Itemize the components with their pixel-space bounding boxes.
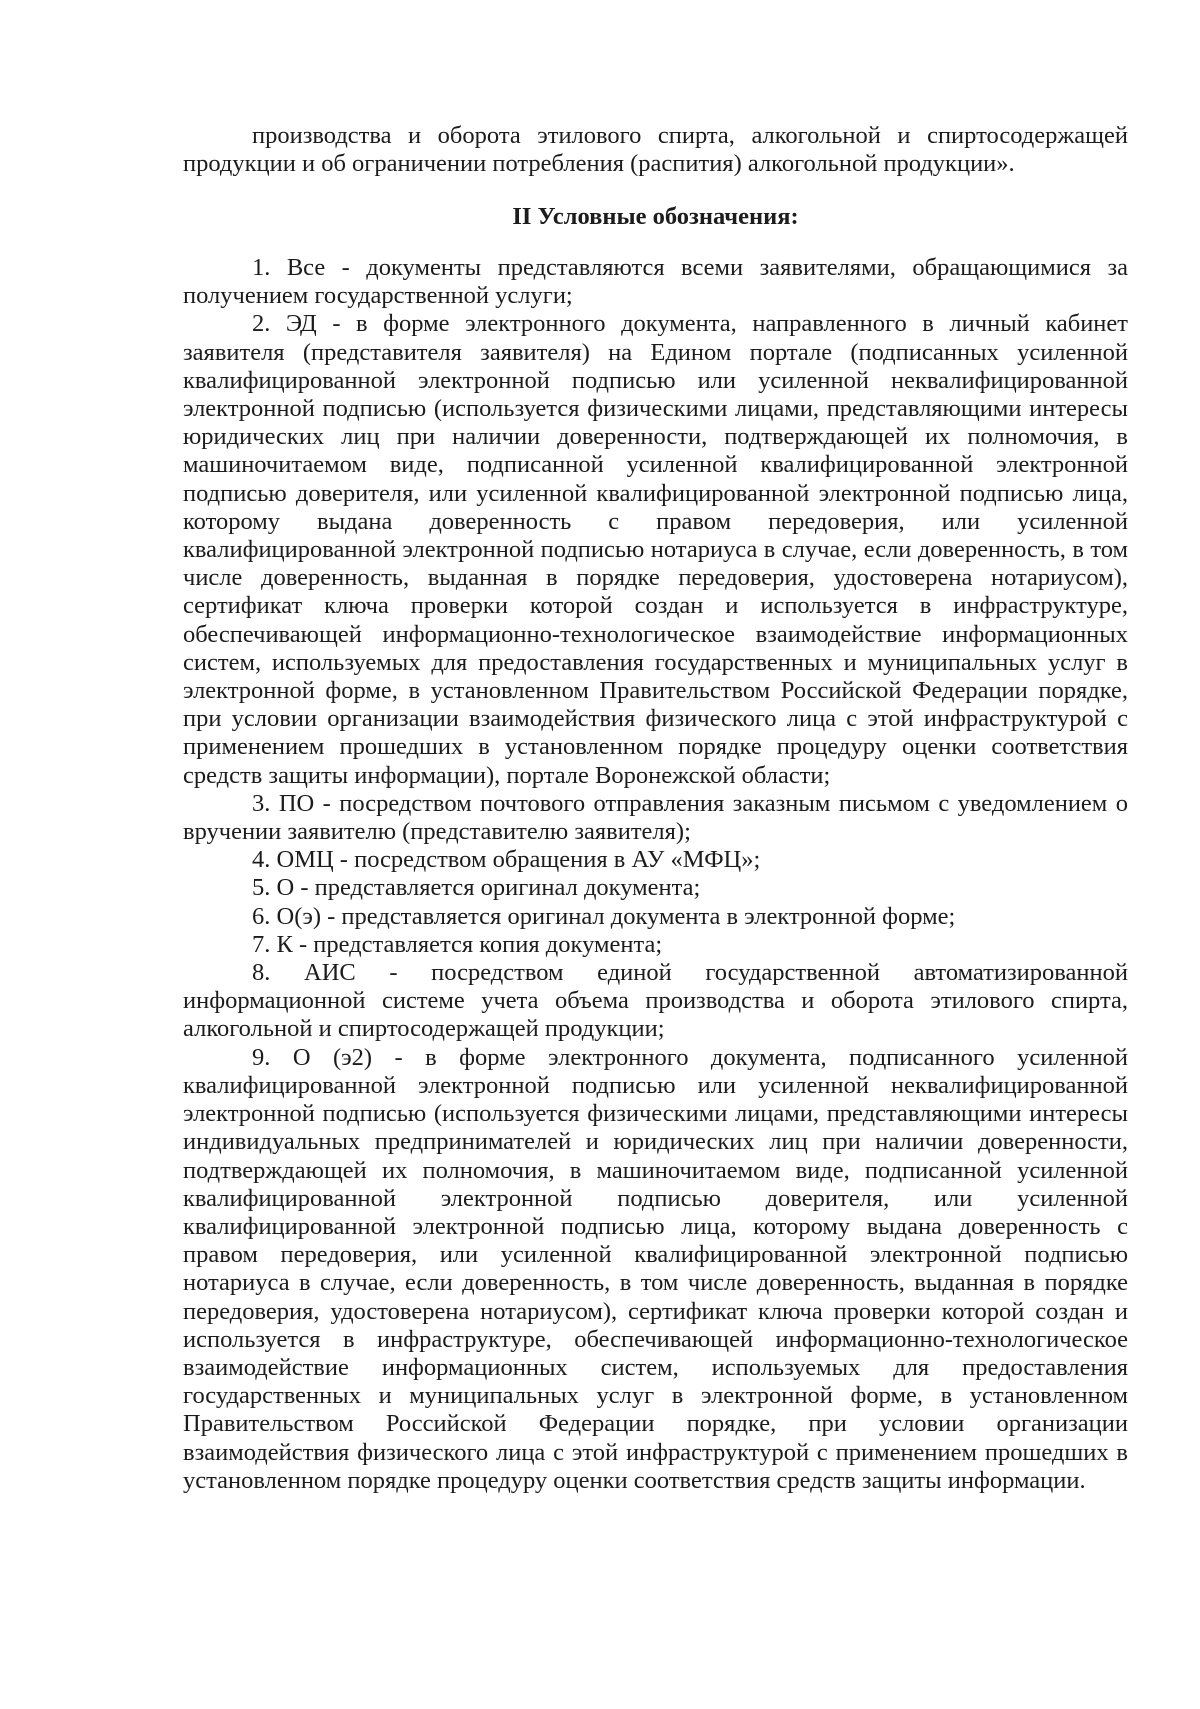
legend-item-9: 9. О (э2) - в форме электронного документа, подписанного усиленной квалифицированной электронной подписью или усиленной неквалифицированной электронной подписью (используется физическими лицами, представляющими интересы индивидуальных предпринимателей и юридических лиц при наличии доверенности, подтверждающей их полномочия, в машиночитаемом виде, подписанной усиленной квалифицированной электронной подписью доверителя, или усиленной квалифицированной электронной подписью лица, которому выдана доверенность с правом передоверия, или усиленной квалифицированной электронной подписью нотариуса в случае, если доверенность, в том числе доверенность, выданная в порядке передоверия, удостоверена нотариусом), сертификат ключа проверки которой создан и используется в инфраструктуре, обеспечивающей информационно-технологическое взаимодействие информационных систем, используемых для предоставления государственных и муниципальных услуг в электронной форме, в установленном Правительством Российской Федерации порядке, при условии организации взаимодействия физического лица с этой инфраструктурой с применением прошедших в установленном порядке процедуру оценки соответствия средств защиты информации.	[183, 1043, 1128, 1494]
legend-item-3: 3. ПО - посредством почтового отправления заказным письмом с уведомлением о вручении заявителю (представителю заявителя);	[183, 789, 1128, 846]
intro-paragraph: производства и оборота этилового спирта, алкогольной и спиртосодержащей продукции и об ограничении потребления (распития) алкогольной продукции».	[183, 122, 1128, 178]
legend-item-6: 6. О(э) - представляется оригинал документа в электронной форме;	[252, 902, 956, 930]
legend-item-2: 2. ЭД - в форме электронного документа, направленного в личный кабинет заявителя (представителя заявителя) на Едином портале (подписанных усиленной квалифицированной электронной подписью или усиленной неквалифицированной электронной подписью (используется физическими лицами, представляющими интересы юридических лиц при наличии доверенности, подтверждающей их полномочия, в машиночитаемом виде, подписанной усиленной квалифицированной электронной подписью доверителя, или усиленной квалифицированной электронной подписью лица, которому выдана доверенность с правом передоверия, или усиленной квалифицированной электронной подписью нотариуса в случае, если доверенность, в том числе доверенность, выданная в порядке передоверия, удостоверена нотариусом), сертификат ключа проверки которой создан и используется в инфраструктуре, обеспечивающей информационно-технологическое взаимодействие информационных систем, используемых для предоставления государственных и муниципальных услуг в электронной форме, в установленном Правительством Российской Федерации порядке, при условии организации взаимодействия физического лица с этой инфраструктурой с применением прошедших в установленном порядке процедуру оценки соответствия средств защиты информации), портале Воронежской области;	[183, 310, 1128, 789]
legend-item-1: 1. Все - документы представляются всеми заявителями, обращающимися за получением государственной услуги;	[183, 254, 1128, 310]
section-heading: II Условные обозначения:	[512, 203, 799, 230]
intro-block	[183, 122, 1128, 178]
legend-item-8: 8. АИС - посредством единой государственной автоматизированной информационной системе учета объема производства и оборота этилового спирта, алкогольной и спиртосодержащей продукции;	[183, 959, 1128, 1043]
legend-item-7: 7. К - представляется копия документа;	[252, 930, 663, 958]
legend-item-5: 5. О - представляется оригинал документа;	[252, 874, 701, 902]
legend-item-4: 4. ОМЦ - посредством обращения в АУ «МФЦ»;	[252, 846, 761, 874]
legend-list	[183, 254, 1128, 1495]
